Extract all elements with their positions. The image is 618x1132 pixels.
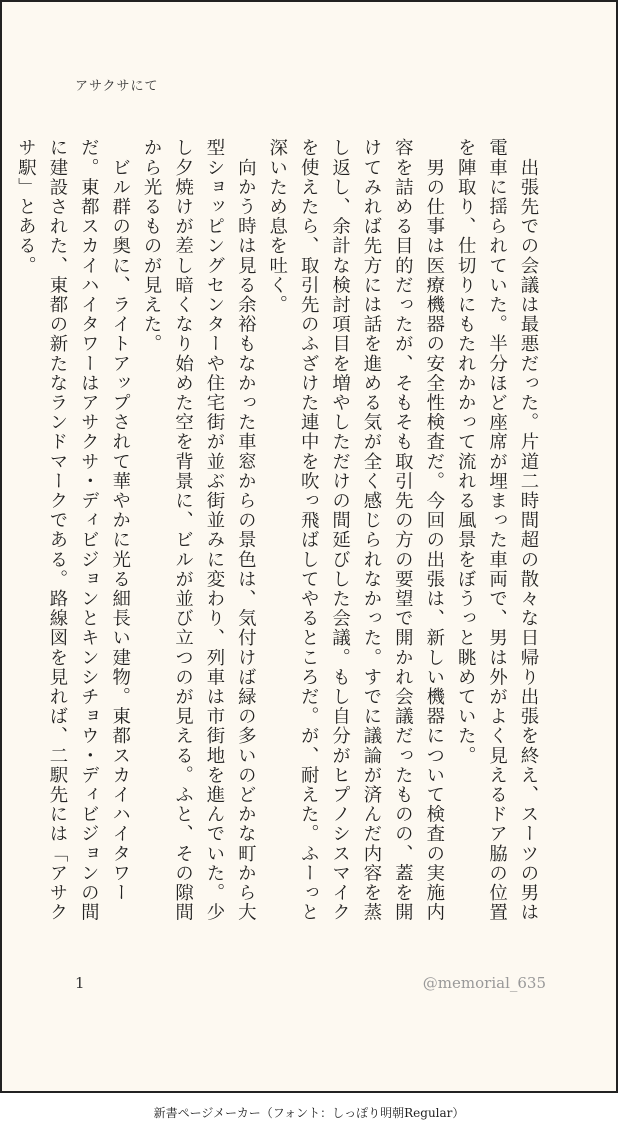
vertical-body-text: [15, 138, 544, 938]
paragraph: 男の仕事は医療機器の安全性検査だ。今回の出張は、新しい機器について検査の実施内容を詰める目的だったが、そもそも取引先の方の要望で開かれ会議だったものの、蓋を開けてみれば先方には話を進める気が全く感じられなかった。すでに議論が済んだ内容を蒸し返し、余計な検討項目を増やしただけの間延びした会議。もし自分がヒプノシスマイクを使えたら、取引先のふざけた連中を吹っ飛ばしてやるところだ。が、耐えた。ふーっと深いため息を吐く。: [266, 138, 445, 922]
chapter-title: アサクサにて: [75, 79, 159, 94]
author-handle: @memorial_635: [422, 974, 546, 992]
page-number: 1: [75, 974, 85, 992]
generator-credit: 新書ページメーカー（フォント：しっぽり明朝Regular）: [153, 1106, 465, 1120]
paragraph: 出張先での会議は最悪だった。片道二時間超の散々な日帰り出張を終え、スーツの男は電車に揺られていた。半分ほど座席が埋まった車両で、男は外がよく見えるドア脇の位置を陣取り、仕切りにもたれかかって流れる風景をぼうっと眺めていた。: [455, 138, 539, 922]
paragraph: ビル群の奥に、ライトアップされて華やかに光る細長い建物。東都スカイハイタワーだ。東都スカイハイタワーはアサクサ・ディビジョンとキンシチョウ・ディビジョンの間に建設された、東都の新たなランドマークである。路線図を見れば、二駅先には「アサクサ駅」とある。: [15, 138, 131, 922]
paragraph: 向かう時は見る余裕もなかった車窓からの景色は、気付けば緑の多いのどかな町から大型ショッピングセンターや住宅街が並ぶ街並みに変わり、列車は市街地を進んでいた。少し夕焼けが差し暗くなり始めた空を背景に、ビルが並び立つのが見える。ふと、その隙間から光るものが見えた。: [141, 138, 257, 922]
